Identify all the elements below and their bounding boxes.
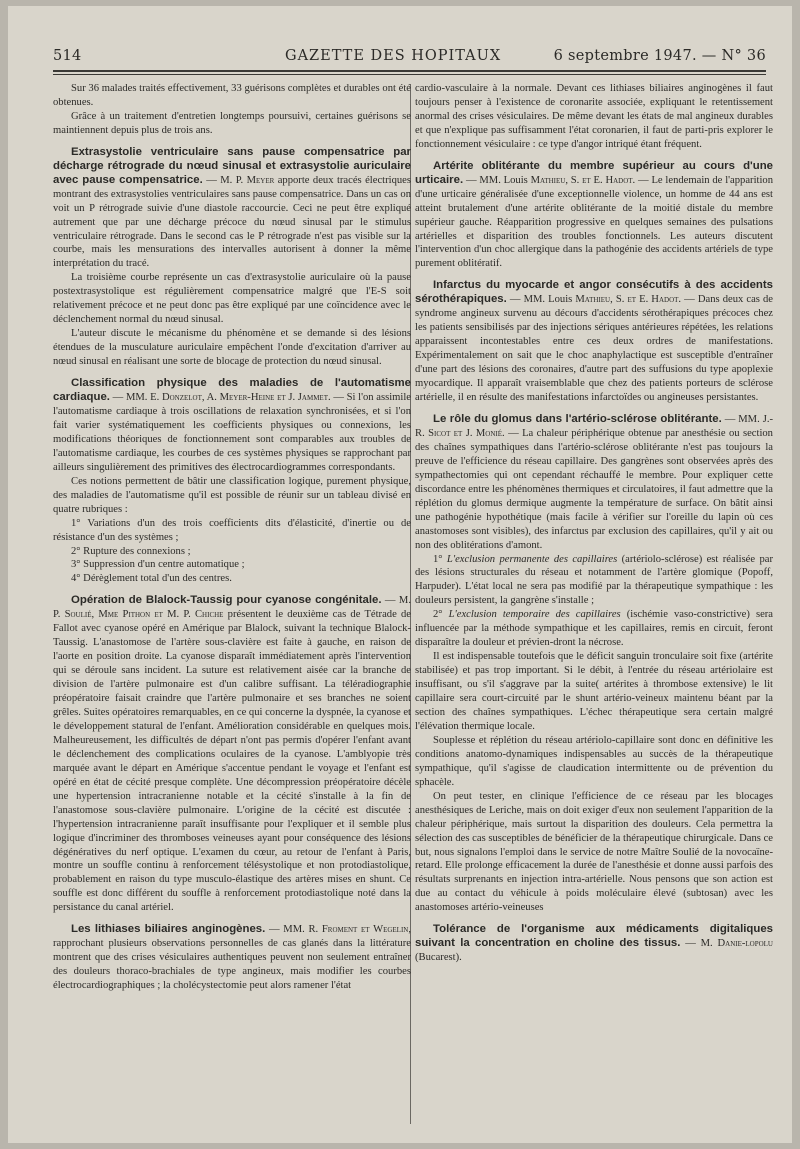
header-rule-thin [53,74,766,75]
section-title: Tolérance de l'organisme aux médicaments digitaliques suivant la concentration en choline des tissus. [415,923,773,950]
journal-title: GAZETTE DES HOPITAUX [285,48,502,64]
abstract-arterite: Artérite oblitérante du membre supérieur au cours d'une urticaire. — MM. Louis Mathieu, S. et E. Hadot. — Le lendemain de l'apparition d'une urticaire généralisée d'une exceptionnelle violence, un homme de 44 ans est atteint brutalement d'une artérite oblitérante de la moitié distale du membre supérieur gauche. Réapparition progressive en quelques semaines des pulsations artérielles et disparition des troubles fonctionnels. Les auteurs discutent l'intervention d'un choc allergique dans la pathogénie des accidents artériels de type purement oblitératif. [415,159,773,270]
left-column [53,82,411,993]
paragraph: Grâce à un traitement d'entretien longtemps poursuivi, certaines guérisons se maintiennent depuis plus de trois ans. [53,110,411,136]
author-names: Froment et Wegelin, [321,924,411,936]
page-header [53,48,766,70]
paragraph: Souplesse et réplétion du réseau artériolo-capillaire sont donc en définitive les conditions anatomo-dynamiques indispensables au succès de la thérapeutique sympathique, qu'il s'agisse de claudication intermittente ou de prévention du sphacèle. [415,734,773,788]
page-number: 514 [53,48,82,64]
section-title: Opération de Blalock-Taussig pour cyanose congénitale. [71,594,382,607]
abstract-glomus: Le rôle du glomus dans l'artério-sclérose oblitérante. — MM. J.-R. Sicot et J. Monié. — La chaleur périphérique obtenue par anesthésie ou section des chaînes sympathiques dans l'artério-sclérose oblitérante n'est pas toujours la preuve de l'efficience du réseau capillaire. Des gangrènes sont observées après des sympathectomies qui ont cependant réchauffé le membre. Pour expliquer cette discordance entre les phénomènes thermiques et circulatoires, il faut admettre que la réplétion du glomus dermique augmente la température de surface. On bâtit ainsi une pathogénie hypothétique (mais facile à vérifier sur l'oreille du lapin où ces anastomoses sont visibles), des infarctus par exclusion des capillaires, qu'il y ait ou non des oblitérations d'amont. [415,412,773,551]
abstract-infarctus: Infarctus du myocarde et angor consécutifs à des accidents sérothérapiques. — MM. Louis Mathieu, S. et E. Hadot. — Dans deux cas de syndrome angineux survenu au décours d'accidents sérothérapiques précoces chez les patients sensibilisés par des injections sériques antérieures répétées, les relations apparaissent incontestables entre ces deux ordres de manifestations. Expérimentalement on sait que le choc anaphylactique est susceptible d'entraîner d'une part des lésions des coronaires, d'autre part des suffusions du type apoplexie myocardique. Il apparaît vraisemblable que chez des patients porteurs de sclérose artérielle, il en résulte des manifestations infarctoïdes ou angineuses persistantes. [415,279,774,404]
abstract-extrasystolie: Extrasystolie ventriculaire sans pause compensatrice par décharge rétrograde du nœud sinusal et extrasystolie auriculaire avec pause compensatrice. — M. P. Meyer apporte deux tracés électriques montrant des extrasystolies ventriculaires sans pause compensatrice. Dans un cas on voit un P rétrograde suivie d'une diastole raccourcie. Ceci ne peut être expliqué autrement que par une décharge précoce du nœud sinusal par le stimulus ventriculaire rétrograde. Dans le second cas le P rétrograde n'est pas visible sur la courbe, mais les mensurations des intervalles autorisent à donner la même interprétation du tracé. [53,145,411,270]
abstract-blalock: Opération de Blalock-Taussig pour cyanose congénitale. — M. P. Soulié, Mme Pithon et M. P. Chiche présentent le deuxième cas de Tétrade de Fallot avec cyanose opéré en Amérique par Blalock, suivant la technique Blalock-Taussig. L'anastomose de l'artère sous-clavière est faite à gauche, en raison de l'aorte en position droite. La cyanose disparaît immédiatement après l'intervention qui se déroule sans incident. La suture est relativement aisée car la branche de division de l'artère pulmonaire est d'un calibre suffisant. La téléradiographie préopératoire faisait craindre que l'artère pulmonaire et ses branches ne soient grêles. Suites opératoires remarquables, en ce qui concerne la dyspnée, la cyanose et le développement statural de l'enfant. Amélioration considérable en quelques mois. Malheureusement, les difficultés de départ n'ont pas permis d'opérer l'enfant avant le déclenchement des complications oculaires de la cyanose. L'amblyopie très marquée avant le départ en Amérique s'accentue pendant le voyage et l'enfant est opéré en état de cécité presque complète. Une décompression préopératoire décèle une hypertension intracranienne notable et la cécité s'installe à la fin de l'anastomose sous-clavière pulmonaire. L'origine de la cécité est discutée : l'hypertension intracranienne paraît insuffisante pour l'expliquer et il semble plus logique d'incriminer des thromboses veineuses ayant pour conséquence des lésions dégénératives du nerf optique. L'examen du cœur, au retour de l'enfant à Paris, montre un souffle continu à renforcement télésystolique et non protodiastolique, probablement en raison du type musculo-élastique des artères mises en shunt. Ce souffle est donc différent du souffle à renforcement protodiastolique noté dans la persistance du canal artériel. [53,594,412,914]
list-item: 2° Rupture des connexions ; [71,545,191,557]
section-title: Infarctus du myocarde et angor consécutifs à des accidents sérothérapiques. [415,279,773,306]
list-item: 3° Suppression d'un centre automatique ; [71,559,245,571]
author-names: Mathieu, S. et E. Hadot. [530,174,636,186]
author-names: Danie-lopolu [717,938,773,950]
paragraph: L'auteur discute le mécanisme du phénomène et se demande si des lésions étendues de la musculature auriculaire empêchent l'onde d'excitation d'arriver au nœud sinusal en réalisant une sorte de blocage de protection du nœud sinusal. [53,328,411,368]
journal-page [8,6,792,1143]
paragraph: On peut tester, en clinique l'efficience de ce réseau par les blocages anesthésiques de Leriche, mais on doit exiger d'eux non seulement l'apparition de la chaleur périphérique, mais surtout la disparition des douleurs. Cela permettra la sélection des cas susceptibles de bénéficier de la thérapeutique chirurgicale. Dans ce but, nous signalons l'emploi dans le service de notre Maître Soulié de la novocaïne-retard. Elle prolonge efficacement la durée de l'anesthésie et donne aussi parfois des résultats surprenants en injection intra-artérielle. Nous pensons que son action est due au contact du véhicule à poids moléculaire élevé (subtosan) avec les anastomoses artério-veineuses [415,790,773,914]
list-item: 2° L'exclusion temporaire des capillaires (ischémie vaso-constrictive) sera influencée par la méthode sympathique et les capillaires, remis en circuit, feront disparaître la douleur et prévien-dront la nécrose. [415,609,774,649]
right-column [415,82,773,965]
author-names: Mathieu, S. et E. Hadot. [575,294,682,306]
author-names: Donzelot, A. Meyer-Heine et J. Jammet. [161,392,331,404]
section-title: Le rôle du glomus dans l'artério-sclérose oblitérante. [433,412,722,425]
paragraph: La troisième courbe représente un cas d'extrasystolie auriculaire où la pause postextrasystolique est régulièrement compensatrice malgré que l'E-S soit relativement précoce et ne peut donc pas être expliqué par une coïncidence avec le déclenchement normal du nœud sinusal. [53,272,411,326]
header-rule-thick [53,70,766,72]
list-item: 1° L'exclusion permanente des capillaires (artériolo-sclérose) est réalisée par des lésions structurales du réseau et notamment de l'artère glomique (Popoff, Harpuder). L'état local ne sera pas modifié par la thérapeutique sympathique : les douleurs persistent, la gangrène s'installe ; [415,553,773,607]
paragraph: cardio-vasculaire à la normale. Devant ces lithiases biliaires anginogènes il faut toujours penser à l'existence de coronarite associée, expliquant le retentissement anormal des crises vésiculaires. De même devant les états de mal angineux durables et que n'explique pas suffisamment l'état coronarien, il faut de parti-pris explorer le fonctionnement vésiculaire : ce type d'angor intriqué étant fréquent. [415,83,773,150]
paragraph: Ces notions permettent de bâtir une classification logique, purement physique, des maladies de l'automatisme qu'il est possible de réunir sur un tableau divisé en quatre rubriques : [53,475,411,515]
issue-date: 6 septembre 1947. — N° 36 [553,48,766,64]
list-item: 4° Dérèglement total d'un des centres. [71,573,232,585]
author-names: Sicot et J. Monié. [428,427,505,439]
author-names: Soulié, Mme Pithon et M. P. Chiche [64,609,224,621]
section-title: Classification physique des maladies de l'automatisme cardiaque. [53,377,411,404]
section-title: Extrasystolie ventriculaire sans pause compensatrice par décharge rétrograde du nœud sinusal et extrasystolie auriculaire avec pause compensatrice. [53,145,411,186]
author-names: Meyer [246,174,275,186]
section-title: Artérite oblitérante du membre supérieur au cours d'une urticaire. [415,159,773,186]
paragraph: Sur 36 malades traités effectivement, 33 guérisons complètes et durables ont été obtenues. [53,83,411,108]
abstract-lithiases: Les lithiases biliaires anginogènes. — MM. R. Froment et Wegelin, rapprochant plusieurs observations personnelles de cas glanés dans la littérature montrent que des crises vésiculaires authentiques peuvent non seulement entraîner des douleurs thoraco-brachiales de type angineux, mais modifier les courbes électrocardiographiques ; la cholécystectomie peut alors ramener l'état [53,923,411,992]
list-item: 1° Variations d'un des trois coefficients dits d'élasticité, d'inertie ou de résistance d'un des systèmes ; [53,517,411,543]
section-title: Les lithiases biliaires anginogènes. [71,923,266,936]
abstract-tolerance: Tolérance de l'organisme aux médicaments digitaliques suivant la concentration en choline des tissus. — M. Danie-lopolu (Bucarest). [415,923,773,964]
paragraph: Il est indispensable toutefois que le déficit sanguin tronculaire soit fixe (artérite stabilisée) et pas trop important. Si le débit, à l'entrée du réseau artériolaire est insuffisant, ou s'il s'aggrave par la suite( artérites à thrombose extensive) le lit capillaire sera court-circuité par le shunt artério-veineux maintenu béant par la section des chaînes sympathiques. L'échec thérapeutique sera certain malgré l'élévation thermique locale. [415,651,773,732]
abstract-classification: Classification physique des maladies de l'automatisme cardiaque. — MM. E. Donzelot, A. Meyer-Heine et J. Jammet. — Si l'on assimile l'automatisme cardiaque à trois oscillations de relaxation synchronisées, et si l'on fait varier systématiquement les coefficients physiques ou connexions, les modifications théoriques de fonctionnement sont comparables aux troubles de l'automatisme cardiaque, les courbes de ces systèmes physiques se rapprochant par ailleurs singulièrement des primitives des électrocardiogrammes correspondants. [53,377,411,473]
